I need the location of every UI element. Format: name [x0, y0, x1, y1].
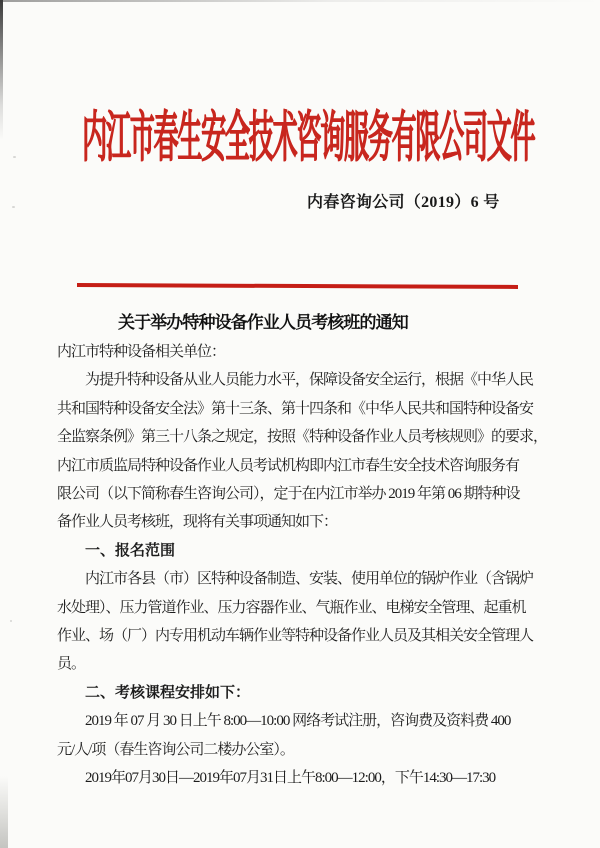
body-line: 作业、场（厂）内专用机动车辆作业等特种设备作业人员及其相关安全管理人	[57, 628, 534, 645]
body-line: 内江市质监局特种设备作业人员考试机构即内江市春生安全技术咨询服务有	[57, 457, 520, 474]
red-divider-rule	[77, 283, 518, 289]
scan-speck	[12, 206, 15, 208]
body-line: 备作业人员考核班，现将有关事项通知如下：	[57, 514, 338, 531]
scan-edge-top	[0, 0, 600, 2]
document-body	[57, 338, 549, 793]
body-line: 限公司（以下简称春生咨询公司），定于在内江市举办 2019 年第 06 期特种设	[57, 486, 520, 503]
scan-edge-bottom-left	[0, 776, 8, 848]
body-line: 为提升特种设备从业人员能力水平，保障设备安全运行，根据《中华人民	[85, 372, 534, 389]
section-heading-1: 一、报名范围	[85, 542, 176, 559]
letterhead-company-title: 内江市春生安全技术咨询服务有限公司文件	[82, 109, 535, 170]
body-line: 2019年07月30日—2019年07月31日上午8:00—12:00，下午14:30—17:30	[85, 770, 496, 787]
section-heading-2: 二、考核课程安排如下：	[85, 684, 251, 701]
body-line: 全监察条例》第三十八条之规定，按照《特种设备作业人员考核规则》的要求，	[57, 429, 548, 446]
body-line: 共和国特种设备安全法》第十三条、第十四条和《中华人民共和国特种设备安	[57, 400, 534, 417]
body-line: 2019 年 07 月 30 日上午 8:00—10:00 网络考试注册，咨询费及资料费 400	[85, 713, 511, 730]
body-line: 水处理）、压力管道作业、压力容器作业、气瓶作业、电梯安全管理、起重机	[57, 599, 526, 616]
scan-edge-left	[0, 0, 3, 140]
scan-speck	[10, 620, 12, 622]
notice-title: 关于举办特种设备作业人员考核班的通知	[118, 313, 408, 332]
body-line: 员。	[57, 656, 86, 673]
body-line: 内江市各县（市）区特种设备制造、安装、使用单位的锅炉作业（含锅炉	[85, 571, 534, 588]
body-line: 元/人/项（春生咨询公司二楼办公室）。	[57, 741, 294, 758]
body-line-salutation: 内江市特种设备相关单位：	[57, 344, 226, 360]
scan-speck	[13, 156, 16, 158]
document-number: 内春咨询公司（2019）6 号	[307, 194, 500, 211]
